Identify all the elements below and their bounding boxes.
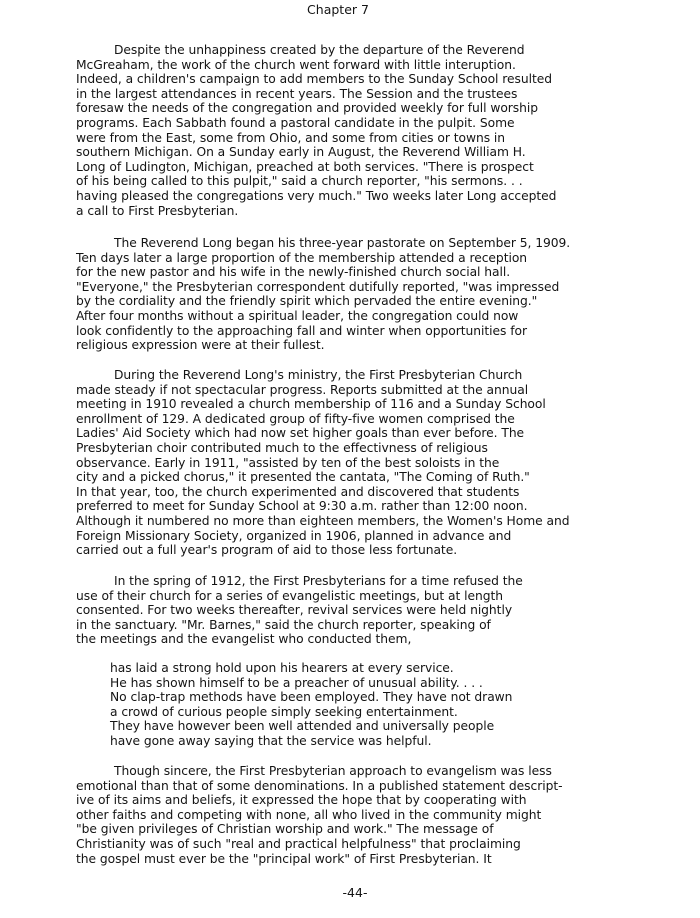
text-line: During the Reverend Long's ministry, the First Presbyterian Church <box>114 368 523 382</box>
text-line: Ten days later a large proportion of the membership attended a reception <box>76 250 528 265</box>
text-line: Although it numbered no more than eighteen members, the Women's Home and <box>76 513 570 528</box>
text-line: foresaw the needs of the congregation and provided weekly for full worship <box>76 101 539 116</box>
paragraph-evangelistic-meetings <box>76 574 646 647</box>
chapter-heading: Chapter 7 <box>307 2 369 17</box>
quote-line: a crowd of curious people simply seeking entertainment. <box>110 704 458 719</box>
text-line: "Everyone," the Presbyterian correspondent dutifully reported, "was impressed <box>76 279 560 294</box>
text-line: southern Michigan. On a Sunday early in August, the Reverend William H. <box>76 145 526 160</box>
text-line: use of their church for a series of evangelistic meetings, but at length <box>76 588 503 603</box>
quote-line: He has shown himself to be a preacher of unusual ability. . . . <box>110 675 483 690</box>
text-line: meeting in 1910 revealed a church membership of 116 and a Sunday School <box>76 397 546 412</box>
text-line: city and a picked chorus," it presented the cantata, "The Coming of Ruth." <box>76 470 530 485</box>
quote-line: They have however been well attended and universally people <box>110 719 495 734</box>
page-number: -44- <box>342 885 368 900</box>
text-line: for the new pastor and his wife in the newly-finished church social hall. <box>76 265 511 280</box>
text-line: Presbyterian choir contributed much to the effectivness of religious <box>76 440 488 455</box>
text-line: programs. Each Sabbath found a pastoral candidate in the pulpit. Some <box>76 115 515 130</box>
text-line: of his being called to this pulpit," said a church reporter, "his sermons. . . <box>76 174 523 189</box>
paragraph-evangelism-approach <box>76 764 646 866</box>
text-line: Indeed, a children's campaign to add members to the Sunday School resulted <box>76 72 553 87</box>
text-line: were from the East, some from Ohio, and some from cities or towns in <box>76 130 506 145</box>
text-line: in the largest attendances in recent years. The Session and the trustees <box>76 86 518 101</box>
text-line: carried out a full year's program of aid to those less fortunate. <box>76 543 458 558</box>
text-line: "be given privileges of Christian worship and work." The message of <box>76 822 494 837</box>
text-line: Though sincere, the First Presbyterian approach to evangelism was less <box>114 764 552 778</box>
text-line: emotional than that of some denominations. In a published statement descript- <box>76 778 563 793</box>
text-line: Despite the unhappiness created by the departure of the Reverend <box>114 43 525 57</box>
quote-line: have gone away saying that the service was helpful. <box>110 733 432 748</box>
text-line: the gospel must ever be the "principal work" of First Presbyterian. It <box>76 851 492 866</box>
text-line: Christianity was of such "real and practical helpfulness" that proclaiming <box>76 836 521 851</box>
text-line: enrollment of 129. A dedicated group of fifty-five women comprised the <box>76 411 515 426</box>
block-quote <box>110 661 630 749</box>
quote-line: has laid a strong hold upon his hearers at every service. <box>110 661 454 675</box>
text-line: McGreaham, the work of the church went forward with little interuption. <box>76 57 516 72</box>
paragraph-mcgreaham-departure <box>76 43 646 218</box>
text-line: observance. Early in 1911, "assisted by ten of the best soloists in the <box>76 455 500 470</box>
text-line: the meetings and the evangelist who conducted them, <box>76 632 412 647</box>
paragraph-long-pastorate <box>76 236 646 353</box>
text-line: In that year, too, the church experimented and discovered that students <box>76 484 520 499</box>
text-line: Ladies' Aid Society which had now set higher goals than ever before. The <box>76 426 525 441</box>
text-line: religious expression were at their fullest. <box>76 338 325 353</box>
text-line: Foreign Missionary Society, organized in 1906, planned in advance and <box>76 528 512 543</box>
text-line: Long of Ludington, Michigan, preached at both services. "There is prospect <box>76 159 534 174</box>
text-line: look confidently to the approaching fall and winter when opportunities for <box>76 323 527 338</box>
text-line: After four months without a spiritual leader, the congregation could now <box>76 308 519 323</box>
text-line: made steady if not spectacular progress. Reports submitted at the annual <box>76 382 529 397</box>
text-line: in the sanctuary. "Mr. Barnes," said the church reporter, speaking of <box>76 617 491 632</box>
text-line: consented. For two weeks thereafter, revival services were held nightly <box>76 603 513 618</box>
text-line: a call to First Presbyterian. <box>76 203 239 218</box>
quote-line: No clap-trap methods have been employed. They have not drawn <box>110 690 513 705</box>
text-line: preferred to meet for Sunday School at 9:30 a.m. rather than 12:00 noon. <box>76 499 528 514</box>
text-line: In the spring of 1912, the First Presbyterians for a time refused the <box>114 574 523 588</box>
text-line: other faiths and competing with none, all who lived in the community might <box>76 807 542 822</box>
text-line: by the cordiality and the friendly spirit which pervaded the entire evening." <box>76 294 538 309</box>
paragraph-ministry-progress <box>76 368 646 558</box>
text-line: having pleased the congregations very much." Two weeks later Long accepted <box>76 188 557 203</box>
text-line: ive of its aims and beliefs, it expressed the hope that by cooperating with <box>76 793 527 808</box>
text-line: The Reverend Long began his three-year pastorate on September 5, 1909. <box>114 236 571 250</box>
